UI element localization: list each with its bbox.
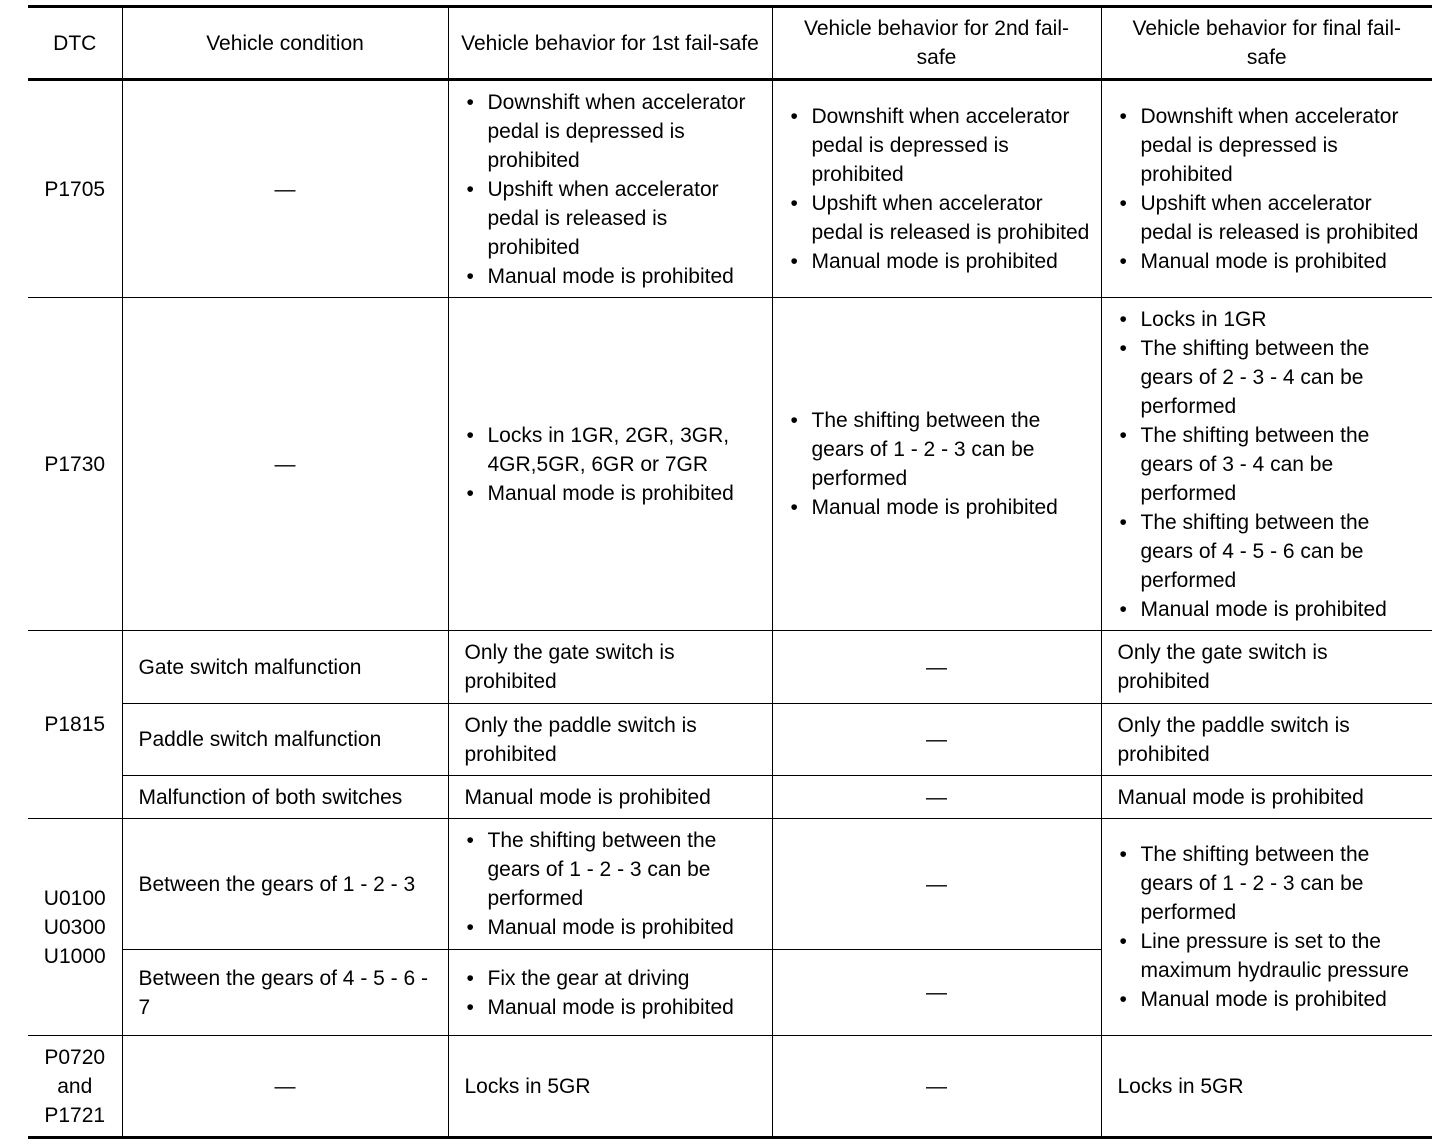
behavior-list — [789, 102, 1093, 276]
condition-cell: Malfunction of both switches — [122, 776, 448, 819]
final-fail-safe-cell: Only the paddle switch is prohibited — [1101, 704, 1432, 776]
first-fail-safe-cell: Only the paddle switch is prohibited — [448, 704, 772, 776]
list-item: • The shifting between the gears of 4 - 5 - 6 can be performed — [1118, 508, 1425, 595]
first-fail-safe-cell — [448, 80, 772, 298]
header-2nd-fail-safe: Vehicle behavior for 2nd fail-safe — [772, 7, 1101, 80]
list-item: • Manual mode is prohibited — [789, 247, 1093, 276]
list-item: • The shifting between the gears of 3 - 4 can be performed — [1118, 421, 1425, 508]
list-item: • Downshift when accelerator pedal is depressed is prohibited — [465, 88, 764, 175]
final-fail-safe-cell — [1101, 298, 1432, 631]
list-item: • Manual mode is prohibited — [1118, 595, 1425, 624]
first-fail-safe-cell — [448, 950, 772, 1036]
condition-cell: Gate switch malfunction — [122, 631, 448, 704]
second-fail-safe-cell: — — [772, 819, 1101, 950]
header-row — [28, 7, 1432, 80]
dtc-code: U0100 — [43, 886, 106, 910]
second-fail-safe-cell: — — [772, 631, 1101, 704]
list-item: • Manual mode is prohibited — [465, 479, 764, 508]
dtc-cell: P1815 — [28, 631, 122, 819]
second-fail-safe-cell — [772, 298, 1101, 631]
list-item: • Manual mode is prohibited — [465, 262, 764, 291]
list-item: • Upshift when accelerator pedal is released is prohibited — [789, 189, 1093, 247]
behavior-list — [1118, 102, 1425, 276]
list-item: • Upshift when accelerator pedal is released is prohibited — [465, 175, 764, 262]
list-item: • Manual mode is prohibited — [465, 913, 764, 942]
dtc-code: U1000 — [43, 944, 106, 968]
list-item: • Manual mode is prohibited — [1118, 985, 1425, 1014]
table-row-p1730 — [28, 298, 1432, 631]
table-row-p1705 — [28, 80, 1432, 298]
condition-cell: — — [122, 1036, 448, 1138]
header-final-fail-safe: Vehicle behavior for final fail-safe — [1101, 7, 1432, 80]
header-dtc: DTC — [28, 7, 122, 80]
condition-cell: Between the gears of 4 - 5 - 6 - 7 — [122, 950, 448, 1036]
list-item: • Manual mode is prohibited — [465, 993, 764, 1022]
list-item: • Downshift when accelerator pedal is depressed is prohibited — [1118, 102, 1425, 189]
behavior-list — [465, 421, 764, 508]
second-fail-safe-cell: — — [772, 950, 1101, 1036]
header-1st-fail-safe: Vehicle behavior for 1st fail-safe — [448, 7, 772, 80]
first-fail-safe-cell — [448, 298, 772, 631]
table-row-p1815-both — [28, 776, 1432, 819]
dtc-cell: P1705 — [28, 80, 122, 298]
first-fail-safe-cell: Manual mode is prohibited — [448, 776, 772, 819]
dtc-cell — [28, 819, 122, 1036]
final-fail-safe-cell: Only the gate switch is prohibited — [1101, 631, 1432, 704]
list-item: • The shifting between the gears of 1 - 2 - 3 can be performed — [1118, 840, 1425, 927]
final-fail-safe-cell — [1101, 819, 1432, 1036]
first-fail-safe-cell: Locks in 5GR — [448, 1036, 772, 1138]
list-item: • Manual mode is prohibited — [1118, 247, 1425, 276]
behavior-list — [789, 406, 1093, 522]
behavior-list — [1118, 840, 1425, 1014]
final-fail-safe-cell: Manual mode is prohibited — [1101, 776, 1432, 819]
dtc-code: and — [57, 1074, 93, 1098]
behavior-list — [465, 964, 764, 1022]
behavior-list — [465, 826, 764, 942]
list-item: • The shifting between the gears of 1 - 2 - 3 can be performed — [465, 826, 764, 913]
final-fail-safe-cell: Locks in 5GR — [1101, 1036, 1432, 1138]
second-fail-safe-cell: — — [772, 1036, 1101, 1138]
list-item: • Fix the gear at driving — [465, 964, 764, 993]
second-fail-safe-cell — [772, 80, 1101, 298]
dtc-code: U0300 — [43, 915, 106, 939]
list-item: • Upshift when accelerator pedal is released is prohibited — [1118, 189, 1425, 247]
condition-cell: — — [122, 80, 448, 298]
table-row-p1815-paddle — [28, 704, 1432, 776]
table-row-p1815-gate — [28, 631, 1432, 704]
first-fail-safe-cell: Only the gate switch is prohibited — [448, 631, 772, 704]
behavior-list — [1118, 305, 1425, 624]
list-item: • The shifting between the gears of 2 - 3 - 4 can be performed — [1118, 334, 1425, 421]
list-item: • The shifting between the gears of 1 - 2 - 3 can be performed — [789, 406, 1093, 493]
dtc-cell: P1730 — [28, 298, 122, 631]
list-item: • Line pressure is set to the maximum hydraulic pressure — [1118, 927, 1425, 985]
final-fail-safe-cell — [1101, 80, 1432, 298]
dtc-code: P1721 — [44, 1103, 106, 1127]
list-item: • Downshift when accelerator pedal is depressed is prohibited — [789, 102, 1093, 189]
list-item: • Locks in 1GR, 2GR, 3GR, 4GR,5GR, 6GR or 7GR — [465, 421, 764, 479]
dtc-code: P0720 — [44, 1045, 106, 1069]
fail-safe-table — [28, 5, 1432, 1139]
table-row-u0100-123 — [28, 819, 1432, 950]
condition-cell: — — [122, 298, 448, 631]
condition-cell: Between the gears of 1 - 2 - 3 — [122, 819, 448, 950]
second-fail-safe-cell: — — [772, 776, 1101, 819]
second-fail-safe-cell: — — [772, 704, 1101, 776]
first-fail-safe-cell — [448, 819, 772, 950]
condition-cell: Paddle switch malfunction — [122, 704, 448, 776]
behavior-list — [465, 88, 764, 291]
header-vehicle-condition: Vehicle condition — [122, 7, 448, 80]
dtc-cell — [28, 1036, 122, 1138]
list-item: • Locks in 1GR — [1118, 305, 1425, 334]
list-item: • Manual mode is prohibited — [789, 493, 1093, 522]
table-row-p0720 — [28, 1036, 1432, 1138]
